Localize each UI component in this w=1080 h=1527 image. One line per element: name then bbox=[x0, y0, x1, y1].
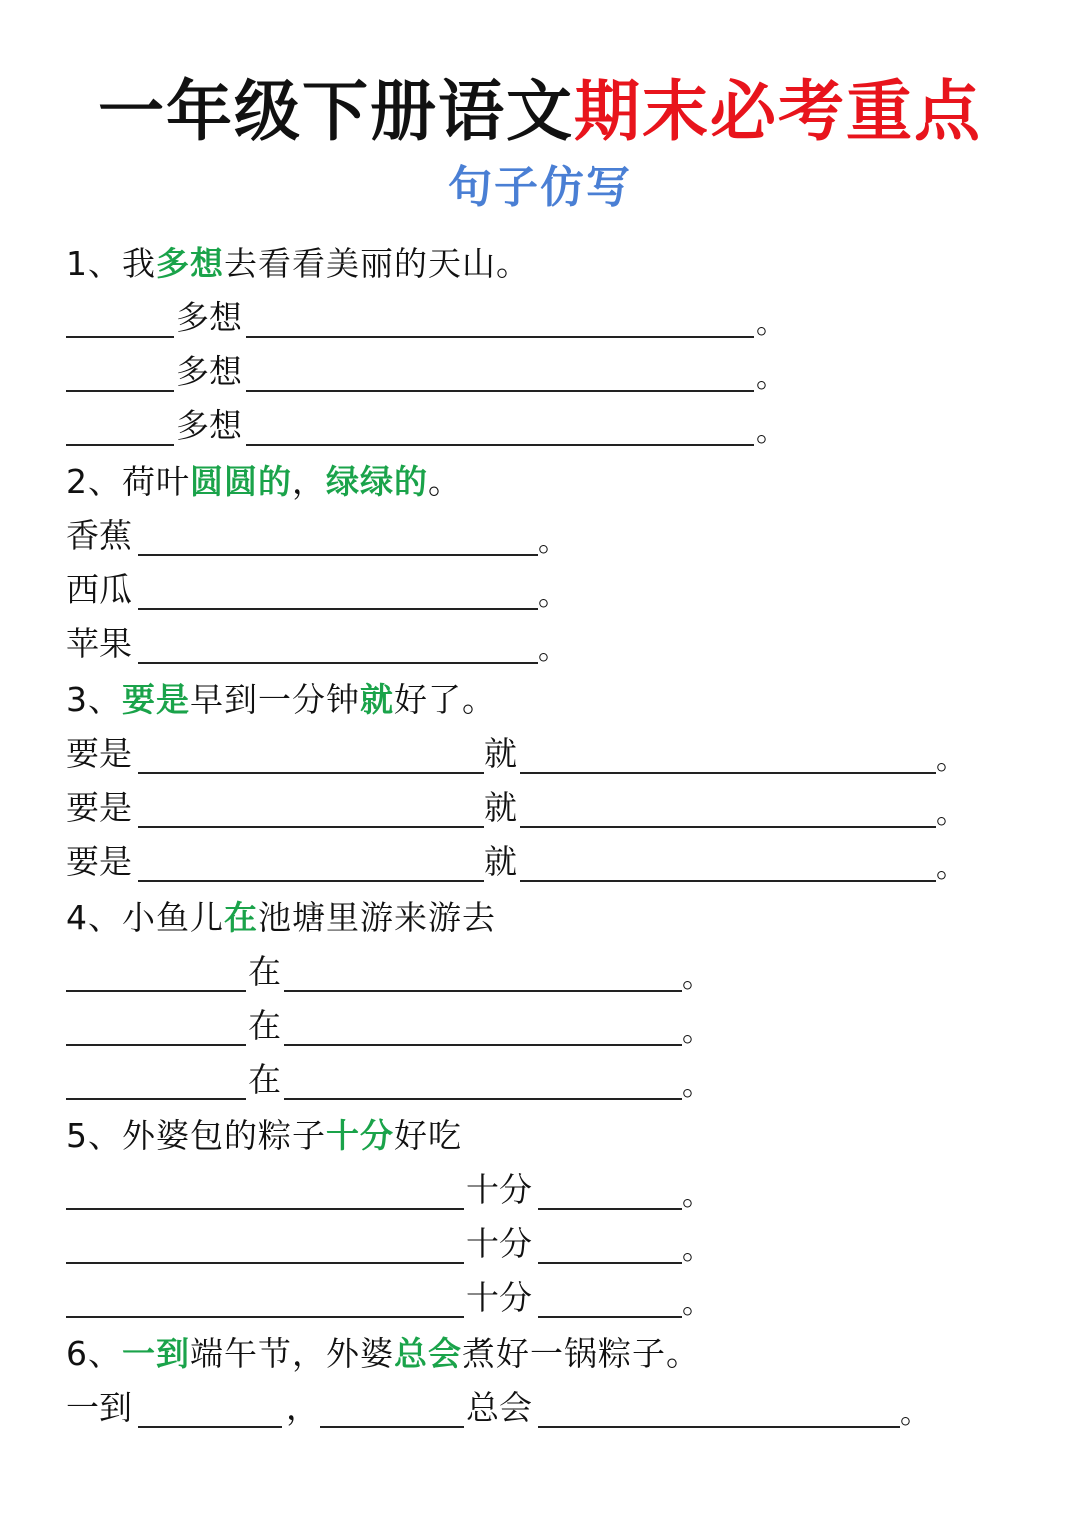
blank-line[interactable] bbox=[66, 1262, 464, 1264]
blank-line[interactable] bbox=[66, 444, 174, 446]
title-part-1: 一年级下册语文 bbox=[98, 73, 574, 150]
blank-line[interactable] bbox=[66, 1316, 464, 1318]
blank-line[interactable] bbox=[66, 1044, 246, 1046]
blank-line[interactable] bbox=[138, 662, 538, 664]
question-2: 2、荷叶圆圆的，绿绿的。 bbox=[66, 462, 462, 501]
blank-line[interactable] bbox=[66, 336, 174, 338]
blank-line[interactable] bbox=[66, 390, 174, 392]
blank-line[interactable] bbox=[138, 608, 538, 610]
page-subtitle: 句子仿写 bbox=[448, 162, 632, 213]
blank-line[interactable] bbox=[66, 1208, 464, 1210]
question-3: 3、要是早到一分钟就好了。 bbox=[66, 680, 496, 719]
blank-line[interactable] bbox=[246, 390, 754, 392]
blank-line[interactable] bbox=[320, 1426, 464, 1428]
blank-line[interactable] bbox=[284, 990, 682, 992]
blank-line[interactable] bbox=[138, 772, 484, 774]
blank-line[interactable] bbox=[520, 826, 936, 828]
blank-line[interactable] bbox=[138, 1426, 282, 1428]
question-6: 6、一到端午节，外婆总会煮好一锅粽子。 bbox=[66, 1334, 700, 1373]
blank-line[interactable] bbox=[520, 772, 936, 774]
question-4: 4、小鱼儿在池塘里游来游去 bbox=[66, 898, 496, 937]
question-5: 5、外婆包的粽子十分好吃 bbox=[66, 1116, 462, 1155]
blank-line[interactable] bbox=[246, 336, 754, 338]
blank-line[interactable] bbox=[66, 990, 246, 992]
page-title bbox=[0, 72, 1080, 152]
blank-line[interactable] bbox=[138, 826, 484, 828]
title-part-2: 期末必考重点 bbox=[574, 73, 982, 150]
question-1: 1、我多想去看看美丽的天山。 bbox=[66, 244, 530, 283]
blank-line[interactable] bbox=[138, 880, 484, 882]
blank-line[interactable] bbox=[246, 444, 754, 446]
blank-line[interactable] bbox=[138, 554, 538, 556]
blank-line[interactable] bbox=[284, 1044, 682, 1046]
blank-line[interactable] bbox=[538, 1208, 682, 1210]
blank-line[interactable] bbox=[538, 1262, 682, 1264]
blank-line[interactable] bbox=[538, 1316, 682, 1318]
blank-line[interactable] bbox=[538, 1426, 900, 1428]
blank-line[interactable] bbox=[66, 1098, 246, 1100]
blank-line[interactable] bbox=[284, 1098, 682, 1100]
blank-line[interactable] bbox=[520, 880, 936, 882]
